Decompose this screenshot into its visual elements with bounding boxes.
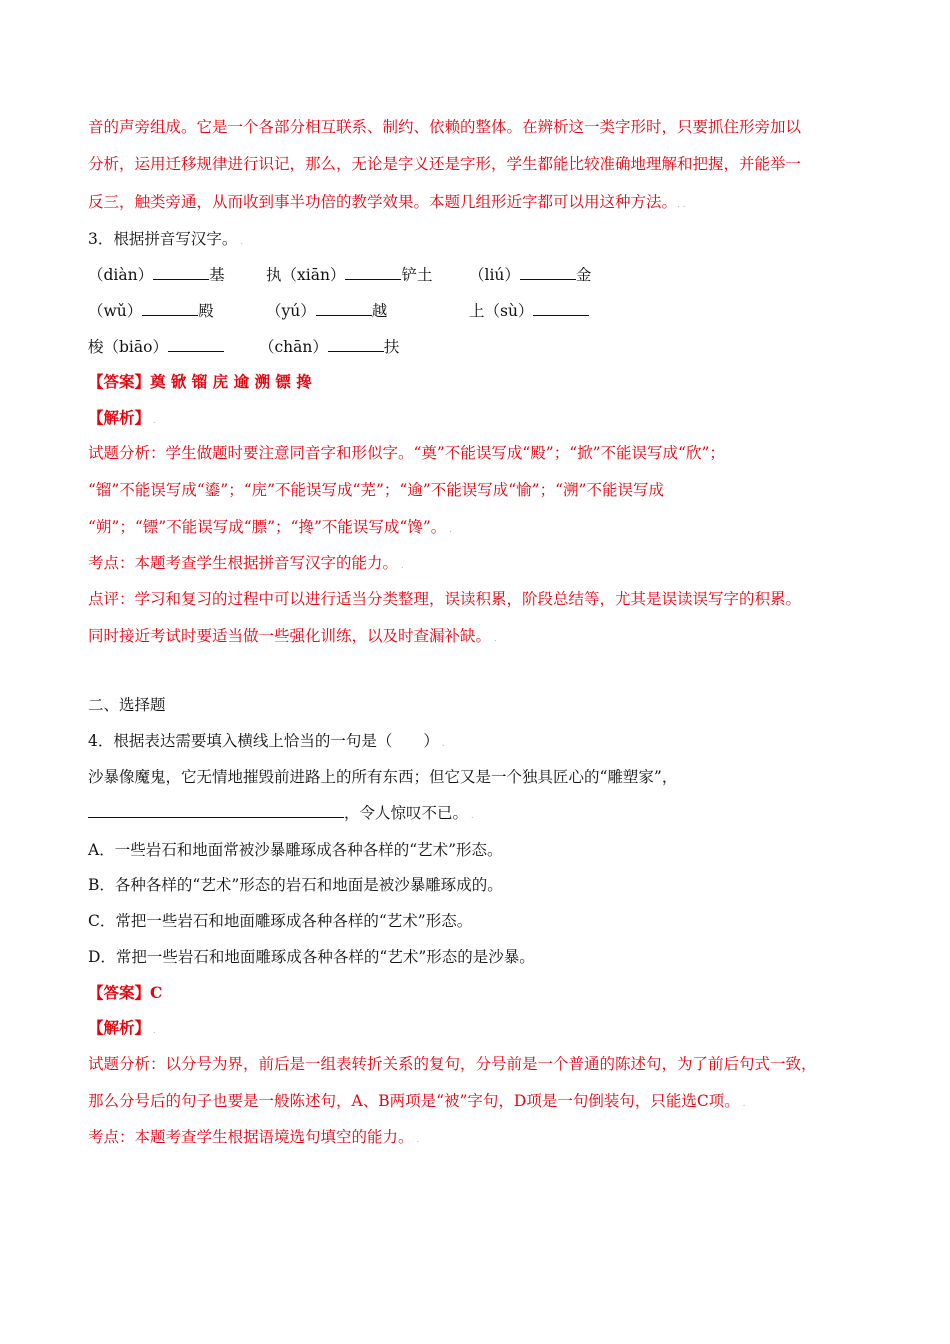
- section-heading: 二、选择题: [88, 696, 166, 714]
- q3-answer: 【答案】奠 锨 镏 庑 逾 溯 镖 搀: [88, 372, 312, 391]
- q3-analysis-line-3: “朔”；“镖”不能误写成“膘”；“搀”不能误写成“馋”。 .: [88, 518, 452, 536]
- q3-analysis-line-1: 试题分析：学生做题时要注意同音字和形似字。“奠”不能误写成“殿”；“掀”不能误写成“欣”；: [88, 444, 725, 462]
- q4-analysis-tag: 【解析】 .: [88, 1018, 156, 1037]
- q3-kaodian: 考点：本题考查学生根据拼音写汉字的能力。 .: [88, 554, 404, 572]
- q3-dianping-line-1: 点评：学习和复习的过程中可以进行适当分类整理，误读积累，阶段总结等，尤其是误读误写字的积累。: [88, 590, 802, 608]
- q4-stem-line-2: ，令人惊叹不已。 .: [88, 803, 474, 826]
- q3-item-chan: （chān） 扶: [259, 338, 400, 356]
- q3-item-dian: （diàn） 基: [88, 266, 225, 284]
- q3-item-biao: 梭（biāo）: [88, 337, 224, 357]
- q3-analysis-line-2: “镏”不能误写成“鎏”；“庑”不能误写成“芜”；“逾”不能误写成“愉”；“溯”不能误写成: [88, 481, 664, 499]
- intro-line-2: 分析，运用迁移规律进行识记，那么，无论是字义还是字形，学生都能比较准确地理解和把握，并能举一: [88, 155, 802, 173]
- q4-stem-line-1: 沙暴像魔鬼，它无情地摧毁前进路上的所有东西；但它又是一个独具匠心的“雕塑家”，: [88, 768, 678, 786]
- q3-item-wu: （wǔ） 殿: [88, 302, 214, 320]
- q4-analysis-line-1: 试题分析：以分号为界，前后是一组表转折关系的复句，分号前是一个普通的陈述句，为了前后句式一致，: [88, 1055, 817, 1073]
- q4-analysis-line-2: 那么分号后的句子也要是一般陈述句，A、B两项是“被”字句，D项是一句倒装句，只能选C项。 .: [88, 1092, 746, 1110]
- q4-option-a: A．一些岩石和地面常被沙暴雕琢成各种各样的“艺术”形态。: [88, 841, 503, 859]
- intro-line-1: 音的声旁组成。它是一个各部分相互联系、制约、依赖的整体。在辨析这一类字形时，只要抓住形旁加以: [88, 118, 802, 136]
- q3-item-su: 上（sù）: [469, 301, 589, 321]
- q3-dianping-line-2: 同时接近考试时要适当做一些强化训练，以及时查漏补缺。 .: [88, 627, 497, 645]
- q3-item-liu: （liú） 金: [469, 266, 592, 284]
- q3-analysis-tag: 【解析】 .: [88, 408, 156, 427]
- q4-option-d: D．常把一些岩石和地面雕琢成各种各样的“艺术”形态的是沙暴。: [88, 948, 535, 966]
- q4-option-b: B．各种各样的“艺术”形态的岩石和地面是被沙暴雕琢成的。: [88, 876, 503, 894]
- q3-title: 3．根据拼音写汉字。 .: [88, 230, 244, 248]
- q4-option-c: C．常把一些岩石和地面雕琢成各种各样的“艺术”形态。: [88, 912, 473, 930]
- intro-line-3: 反三，触类旁通，从而收到事半功倍的教学效果。本题几组形近字都可以用这种方法。. .: [88, 193, 686, 211]
- q3-item-xian: 执（xiān） 铲土: [266, 266, 433, 284]
- q4-answer: 【答案】C: [88, 983, 163, 1002]
- q4-title: 4．根据表达需要填入横线上恰当的一句是（ ） .: [88, 732, 445, 750]
- q3-item-yu: （yú） 越: [266, 302, 388, 320]
- q4-kaodian: 考点：本题考查学生根据语境选句填空的能力。 .: [88, 1128, 420, 1146]
